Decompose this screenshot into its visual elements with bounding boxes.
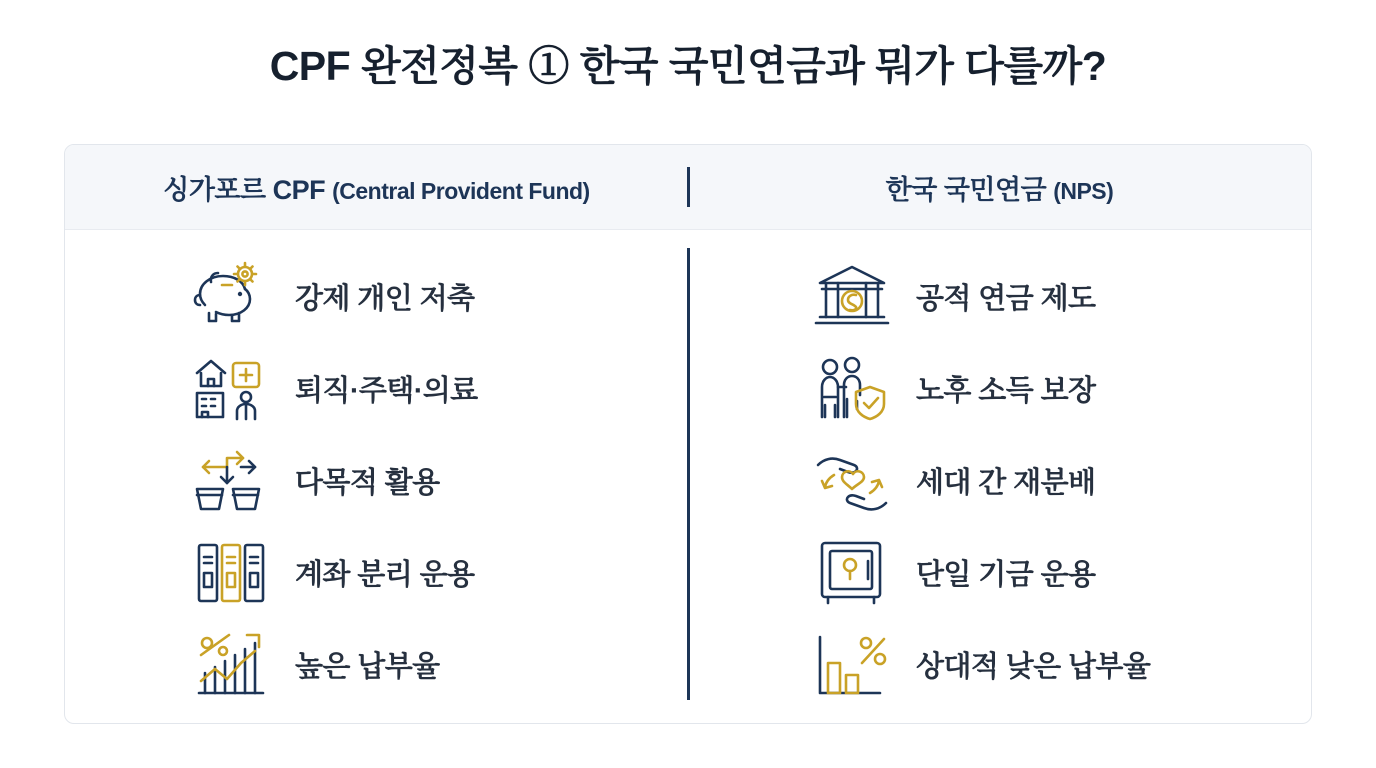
column-heading-cpf-main: 싱가포르 CPF [163,174,326,205]
house-hospital-medical-icon [185,350,277,426]
binders-folders-icon [185,534,277,610]
list-item [688,342,1311,434]
comparison-card [64,144,1312,724]
column-heading-cpf [65,168,688,207]
elderly-couple-shield-icon [806,350,898,426]
list-item-label: 단일 기금 운용 [916,558,1096,591]
card-header [65,145,1311,230]
column-heading-nps [688,168,1311,207]
list-item-label: 높은 납부율 [295,650,440,683]
list-item-label: 상대적 낮은 납부율 [916,650,1151,683]
bar-chart-percent-icon [806,626,898,702]
body-divider [687,248,690,700]
percent-growth-chart-icon [185,626,277,702]
header-divider [687,167,690,207]
list-item-label: 노후 소득 보장 [916,374,1096,407]
list-item [688,526,1311,618]
list-item [688,434,1311,526]
column-heading-nps-sub: (NPS) [1053,177,1114,204]
list-item [688,250,1311,342]
safe-vault-icon [806,534,898,610]
list-item-label: 공적 연금 제도 [916,282,1096,315]
government-bank-icon [806,258,898,334]
list-item-label: 강제 개인 저축 [295,282,475,315]
list-item [65,342,688,434]
arrows-buckets-icon [185,442,277,518]
page-title: CPF 완전정복 ① 한국 국민연금과 뭐가 다를까? [269,43,1107,89]
list-item [688,618,1311,710]
list-item [65,618,688,710]
column-cpf [65,244,688,724]
column-heading-cpf-sub: (Central Provident Fund) [332,177,590,204]
list-item [65,434,688,526]
list-item [65,526,688,618]
list-item-label: 계좌 분리 운용 [295,558,475,591]
piggy-bank-gear-icon [185,258,277,334]
list-item-label: 세대 간 재분배 [916,466,1096,499]
column-nps [688,244,1311,724]
list-item-label: 퇴직·주택·의료 [295,374,478,407]
list-item-label: 다목적 활용 [295,466,440,499]
list-item [65,250,688,342]
card-body [65,230,1311,724]
hands-heart-exchange-icon [806,442,898,518]
column-heading-nps-main: 한국 국민연금 [885,174,1047,205]
